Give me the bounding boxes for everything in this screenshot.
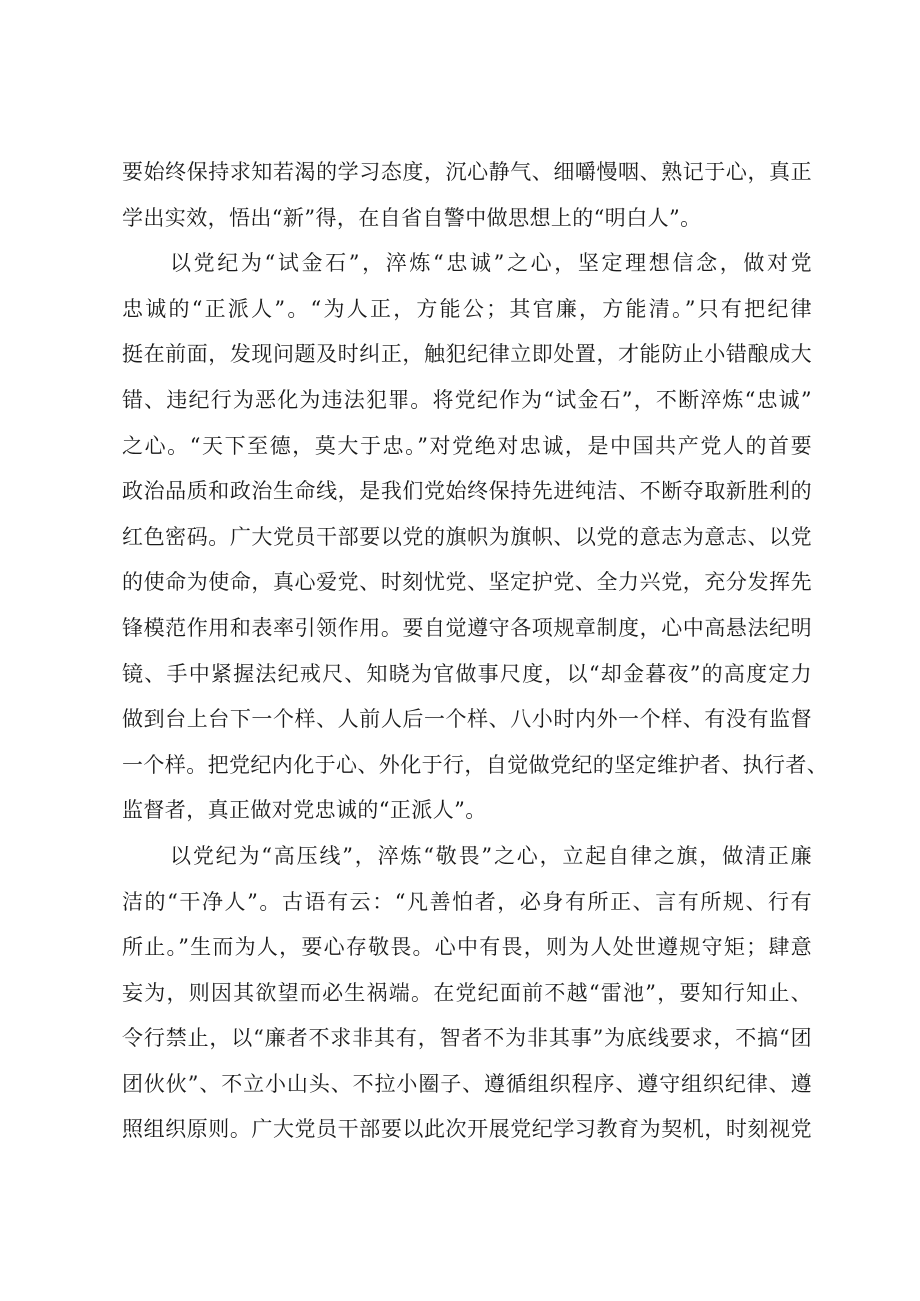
text-line: 令行禁止，以“廉者不求非其有，智者不为非其事”为底线要求，不搞“团 — [122, 1026, 812, 1051]
body-text — [122, 150, 829, 1153]
text-line: 错、违纪行为恶化为违法犯罪。将党纪作为“试金石”，不断淬炼“忠诚” — [122, 387, 812, 412]
text-line: 挺在前面，发现问题及时纠正，触犯纪律立即处置，才能防止小错酿成大 — [122, 342, 812, 367]
text-line: 要始终保持求知若渴的学习态度，沉心静气、细嚼慢咽、熟记于心，真正 — [122, 160, 812, 184]
text-line: 忠诚的“正派人”。“为人正，方能公；其官廉，方能清。”只有把纪律 — [122, 296, 812, 321]
text-line: 锋模范作用和表率引领作用。要自觉遵守各项规章制度，心中高悬法纪明 — [122, 615, 812, 640]
text-line: 监督者，真正做对党忠诚的“正派人”。 — [122, 798, 487, 823]
text-line: 所止。”生而为人，要心存敬畏。心中有畏，则为人处世遵规守矩；肆意 — [122, 935, 812, 960]
text-line: 红色密码。广大党员干部要以党的旗帜为旗帜、以党的意志为意志、以党 — [122, 524, 812, 549]
text-line: 政治品质和政治生命线，是我们党始终保持先进纯洁、不断夺取新胜利的 — [122, 479, 812, 504]
paragraph-first-line: 以党纪为“高压线”，淬炼“敬畏”之心，立起自律之旗，做清正廉 — [170, 843, 812, 868]
text-line: 学出实效，悟出“新”得，在自省自警中做思想上的“明白人”。 — [122, 205, 702, 230]
text-line: 之心。“天下至德，莫大于忠。”对党绝对忠诚，是中国共产党人的首要 — [122, 433, 812, 458]
text-line: 妄为，则因其欲望而必生祸端。在党纪面前不越“雷池”，要知行知止、 — [122, 980, 812, 1005]
text-line: 团伙伙”、不立小山头、不拉小圈子、遵循组织程序、遵守组织纪律、遵 — [122, 1071, 812, 1096]
text-line: 的使命为使命，真心爱党、时刻忧党、坚定护党、全力兴党，充分发挥先 — [122, 570, 812, 595]
text-line: 照组织原则。广大党员干部要以此次开展党纪学习教育为契机，时刻视党 — [122, 1117, 812, 1142]
paragraph-first-line: 以党纪为“试金石”，淬炼“忠诚”之心，坚定理想信念，做对党 — [170, 251, 812, 276]
text-line: 洁的“干净人”。古语有云：“凡善怕者，必身有所正、言有所规、行有 — [122, 889, 812, 914]
text-line: 一个样。把党纪内化于心、外化于行，自觉做党纪的坚定维护者、执行者、 — [122, 752, 829, 777]
text-line: 镜、手中紧握法纪戒尺、知晓为官做事尺度，以“却金暮夜”的高度定力 — [122, 661, 812, 686]
text-line: 做到台上台下一个样、人前人后一个样、八小时内外一个样、有没有监督 — [122, 707, 812, 732]
